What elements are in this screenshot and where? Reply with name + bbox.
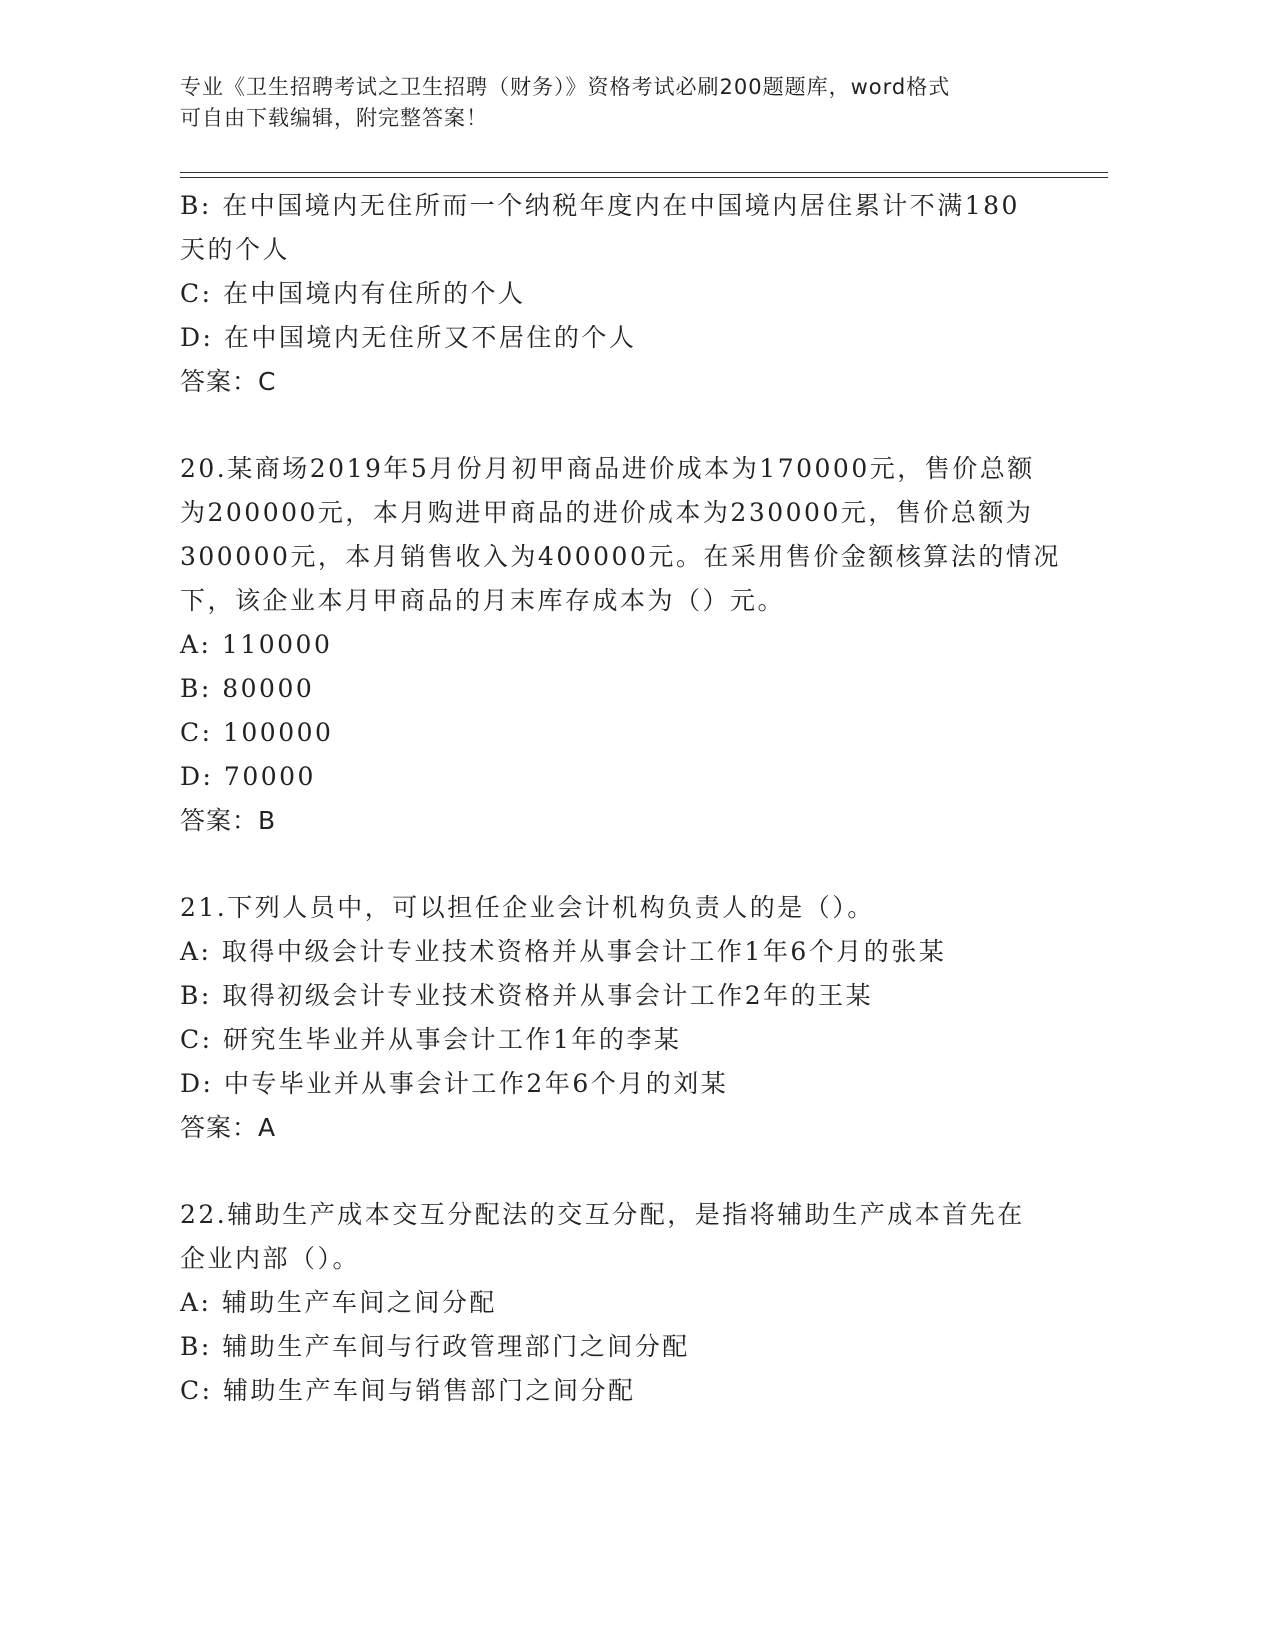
- question-21: [180, 886, 1060, 1150]
- question-list: [180, 184, 1060, 1413]
- question-stem-line-3: 300000元，本月销售收入为400000元。在采用售价金额核算法的情况: [180, 542, 1061, 571]
- spacer: [180, 404, 1060, 447]
- question-22: [180, 1193, 1060, 1413]
- header-divider-top: [180, 172, 1108, 173]
- answer: 答案：A: [180, 1113, 277, 1142]
- option-a: A: 取得中级会计专业技术资格并从事会计工作1年6个月的张某: [180, 937, 947, 966]
- option-d: D: 在中国境内无住所又不居住的个人: [180, 323, 637, 352]
- question-19-tail: [180, 184, 1060, 404]
- header-divider-bottom: [180, 177, 1108, 178]
- option-b: B: 80000: [180, 674, 315, 703]
- option-b: B: 取得初级会计专业技术资格并从事会计工作2年的王某: [180, 981, 874, 1010]
- answer: 答案：C: [180, 367, 277, 396]
- option-c: C: 辅助生产车间与销售部门之间分配: [180, 1376, 636, 1405]
- spacer: [180, 1150, 1060, 1193]
- question-stem-line-4: 下，该企业本月甲商品的月末库存成本为（）元。: [180, 586, 786, 615]
- question-stem-line-1: 20.某商场2019年5月份月初甲商品进价成本为170000元，售价总额: [180, 454, 1035, 483]
- question-stem-line-1: 21.下列人员中，可以担任企业会计机构负责人的是（）。: [180, 893, 875, 922]
- option-d: D: 中专毕业并从事会计工作2年6个月的刘某: [180, 1069, 729, 1098]
- question-20: [180, 447, 1060, 843]
- question-stem-line-1: 22.辅助生产成本交互分配法的交互分配，是指将辅助生产成本首先在: [180, 1200, 1025, 1229]
- header-title-line-1: 专业《卫生招聘考试之卫生招聘（财务）》资格考试必刷200题题库，word格式: [180, 75, 951, 99]
- option-b-line-1: B: 在中国境内无住所而一个纳税年度内在中国境内居住累计不满180: [180, 191, 1020, 220]
- answer: 答案：B: [180, 806, 277, 835]
- question-stem-line-2: 为200000元，本月购进甲商品的进价成本为230000元，售价总额为: [180, 498, 1034, 527]
- option-b: B: 辅助生产车间与行政管理部门之间分配: [180, 1332, 690, 1361]
- option-a: A: 110000: [180, 630, 333, 659]
- option-b-line-2: 天的个人: [180, 235, 291, 264]
- spacer: [180, 843, 1060, 886]
- option-a: A: 辅助生产车间之间分配: [180, 1288, 497, 1317]
- header-title-line-2: 可自由下载编辑，附完整答案！: [180, 106, 488, 130]
- option-d: D: 70000: [180, 762, 316, 791]
- document-header: [180, 72, 1060, 134]
- option-c: C: 在中国境内有住所的个人: [180, 279, 526, 308]
- option-c: C: 100000: [180, 718, 334, 747]
- option-c: C: 研究生毕业并从事会计工作1年的李某: [180, 1025, 682, 1054]
- question-stem-line-2: 企业内部（）。: [180, 1244, 361, 1273]
